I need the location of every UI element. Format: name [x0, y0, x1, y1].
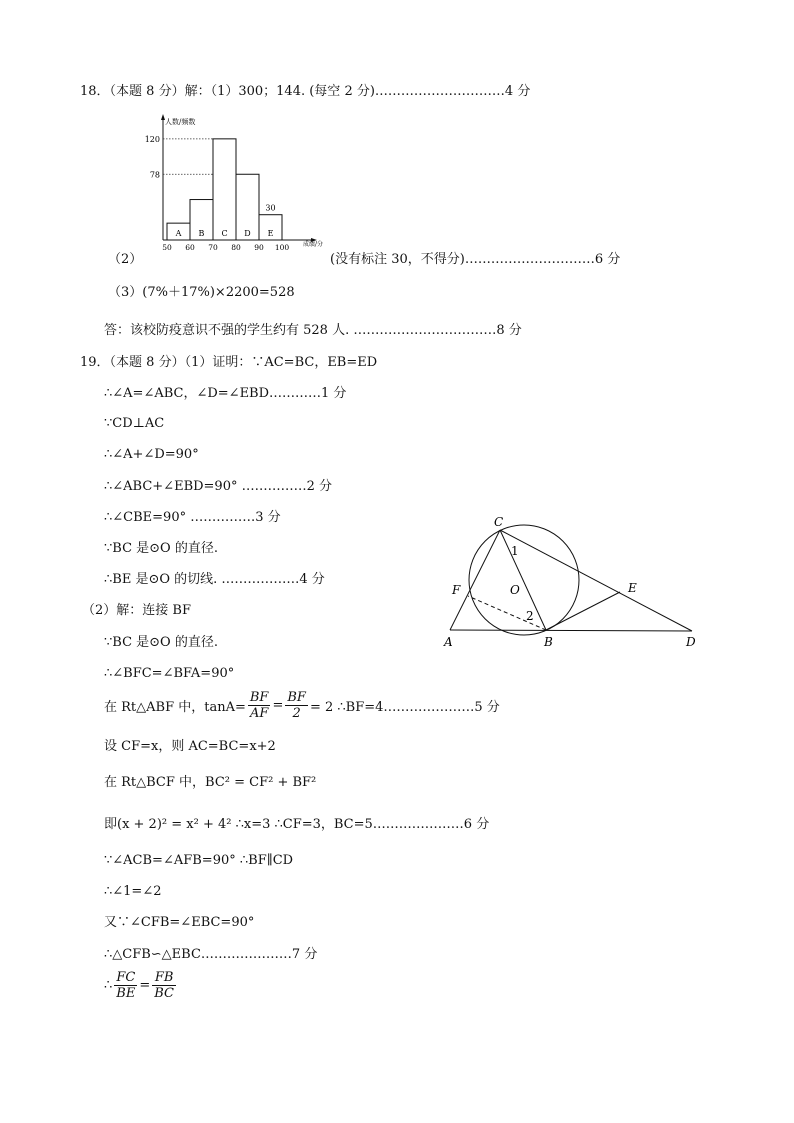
- hist-category-label: D: [244, 229, 251, 238]
- fraction-fb-bc: [152, 970, 176, 1001]
- hist-category-label: A: [175, 229, 182, 238]
- q19-line-3: ∴∠A+∠D=90°: [104, 447, 199, 462]
- hist-x-tick-label: 70: [208, 243, 218, 252]
- q19-angle-line: ∴∠1=∠2: [104, 884, 162, 899]
- frac4-denominator: BC: [154, 986, 174, 1001]
- frac4-numerator: FB: [152, 970, 176, 986]
- tan-suffix: = 2 ∴BF=4…………………5 分: [309, 700, 500, 715]
- q19-line-1: ∴∠A=∠ABC，∠D=∠EBD…………1 分: [104, 386, 347, 401]
- segment-cb: [500, 530, 546, 630]
- angle-label-2: 2: [526, 609, 534, 623]
- q18-header: 18．（本题 8 分）解：（1）300；144. (每空 2 分)…………………………4 分: [80, 84, 531, 99]
- frac3-denominator: BE: [116, 986, 136, 1001]
- hist-x-tick-label: 80: [231, 243, 241, 252]
- hist-x-tick-label: 50: [162, 243, 172, 252]
- segment-ad: [450, 630, 692, 631]
- hist-x-tick-label: 90: [254, 243, 264, 252]
- frac2-denominator: 2: [292, 706, 301, 721]
- q18-part3: （3）(7%＋17%)×2200=528: [108, 285, 295, 300]
- fraction-bf-2: [285, 690, 308, 721]
- point-label-d: D: [686, 635, 696, 649]
- hist-y-arrow: [161, 114, 165, 120]
- q19-similar-line: ∴△CFB∽△EBC…………………7 分: [104, 947, 318, 962]
- frac1-denominator: AF: [249, 706, 269, 721]
- point-label-c: C: [494, 515, 504, 529]
- q19-eq-line: 即(x + 2)² = x² + 4² ∴x=3 ∴CF=3，BC=5…………………6 分: [104, 817, 490, 832]
- hist-y-tick-label: 120: [144, 134, 160, 144]
- frac2-numerator: BF: [287, 690, 306, 705]
- hist-xlabel: 成绩/分: [303, 241, 324, 248]
- q18-answer: 答：该校防疫意识不强的学生约有 528 人. ……………………………8 分: [104, 323, 522, 338]
- q19-set-line: 设 CF=x，则 AC=BC=x+2: [104, 739, 276, 754]
- q19-part2-line-2: ∵BC 是⊙O 的直径.: [104, 635, 218, 650]
- point-label-f: F: [452, 583, 461, 597]
- q19-part2-line-3: ∴∠BFC=∠BFA=90°: [104, 666, 235, 681]
- q19-again-line: 又∵∠CFB=∠EBC=90°: [104, 915, 255, 930]
- segment-ac: [450, 530, 500, 630]
- circle-o: [469, 525, 579, 635]
- q19-tan-line: 在 Rt△ABF 中，tanA= $\frac{BF}{AF}$ = $\frac{BF}{2}$ = 2 ∴BF=4…………………5 分: [104, 690, 500, 721]
- point-label-b: B: [544, 635, 553, 649]
- q19-part2-line-1: （2）解：连接 BF: [82, 603, 191, 618]
- therefore-symbol: ∴: [104, 978, 113, 993]
- q19-parallel-line: ∵∠ACB=∠AFB=90° ∴BF∥CD: [104, 853, 294, 868]
- q19-line-6: ∵BC 是⊙O 的直径.: [104, 541, 218, 556]
- q19-rt-line: 在 Rt△BCF 中，BC² = CF² + BF²: [104, 775, 317, 790]
- hist-category-label: B: [198, 229, 205, 238]
- hist-ylabel: 人数/频数: [165, 118, 196, 126]
- fraction-bf-af: [248, 690, 271, 721]
- frac1-numerator: BF: [249, 690, 269, 705]
- q19-line-2: ∵CD⊥AC: [104, 416, 165, 431]
- hist-x-tick-label: 60: [185, 243, 195, 252]
- q19-line-7: ∴BE 是⊙O 的切线. ………………4 分: [104, 572, 325, 587]
- fraction-fc-be: [114, 970, 137, 1001]
- q19-header: 19．（本题 8 分）（1）证明：∵AC=BC，EB=ED: [80, 355, 378, 370]
- hist-category-label: C: [221, 229, 228, 238]
- geometry-diagram: [440, 512, 710, 652]
- frac3-numerator: FC: [114, 970, 137, 986]
- point-label-e: E: [628, 581, 637, 595]
- q18-part2-note: (没有标注 30，不得分)…………………………6 分: [330, 252, 621, 267]
- q19-final-line: ∴ $\frac{FC}{BE}$ = $\frac{FB}{BC}$: [104, 970, 174, 1001]
- hist-y-tick-label: 78: [149, 170, 160, 180]
- q19-line-5: ∴∠CBE=90° ……………3 分: [104, 510, 281, 525]
- hist-bar: [213, 139, 236, 240]
- hist-category-label: E: [267, 229, 274, 238]
- segment-be: [546, 592, 620, 630]
- frequency-histogram: [135, 112, 335, 252]
- angle-label-1: 1: [511, 544, 519, 558]
- point-label-o: O: [510, 583, 520, 597]
- point-label-a: A: [444, 635, 453, 649]
- hist-bar-value-label: 30: [265, 203, 276, 213]
- q19-line-4: ∴∠ABC+∠EBD=90° ……………2 分: [104, 479, 333, 494]
- hist-x-tick-label: 100: [274, 243, 290, 252]
- q18-part2-label: （2）: [108, 252, 143, 267]
- tan-prefix: 在 Rt△ABF 中，tanA=: [104, 700, 246, 715]
